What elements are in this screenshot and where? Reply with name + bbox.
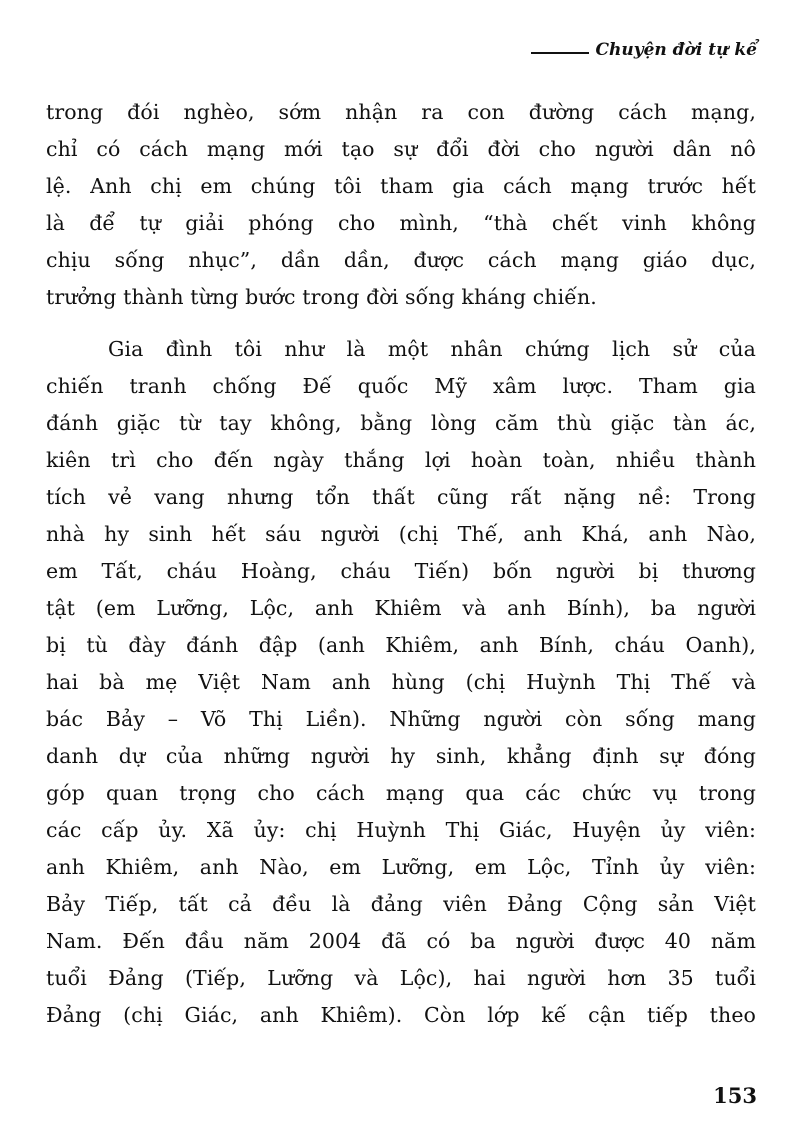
text-line: chiến tranh chống Đế quốc Mỹ xâm lược. Tham gia [46, 374, 756, 398]
text-line: các cấp ủy. Xã ủy: chị Huỳnh Thị Giác, Huyện ủy viên: [46, 818, 756, 842]
text-line: Bảy Tiếp, tất cả đều là đảng viên Đảng Cộng sản Việt [46, 892, 756, 916]
text-line: chỉ có cách mạng mới tạo sự đổi đời cho người dân nô [46, 137, 756, 161]
text-line: là để tự giải phóng cho mình, “thà chết vinh không [46, 211, 756, 235]
header-rule [531, 52, 589, 54]
text-line: anh Khiêm, anh Nào, em Lưỡng, em Lộc, Tỉnh ủy viên: [46, 855, 756, 879]
text-line: đánh giặc từ tay không, bằng lòng căm thù giặc tàn ác, [46, 411, 756, 435]
running-header [531, 40, 757, 60]
text-line: Đảng (chị Giác, anh Khiêm). Còn lớp kế cận tiếp theo [46, 1003, 756, 1027]
text-line: chịu sống nhục”, dần dần, được cách mạng giáo dục, [46, 248, 756, 272]
text-line: tích vẻ vang nhưng tổn thất cũng rất nặng nề: Trong [46, 485, 756, 509]
running-header-title: Chuyện đời tự kể [595, 40, 757, 60]
paragraph-1 [46, 94, 756, 316]
text-line: hai bà mẹ Việt Nam anh hùng (chị Huỳnh Thị Thế và [46, 670, 756, 694]
text-line: nhà hy sinh hết sáu người (chị Thế, anh Khá, anh Nào, [46, 522, 756, 546]
text-line: tật (em Lưỡng, Lộc, anh Khiêm và anh Bính), ba người [46, 596, 756, 620]
body-text [46, 94, 756, 1034]
text-line: Gia đình tôi như là một nhân chứng lịch sử của [108, 337, 756, 361]
text-line: tuổi Đảng (Tiếp, Lưỡng và Lộc), hai người hơn 35 tuổi [46, 966, 756, 990]
text-line: danh dự của những người hy sinh, khẳng định sự đóng [46, 744, 756, 768]
text-line: kiên trì cho đến ngày thắng lợi hoàn toàn, nhiều thành [46, 448, 756, 472]
text-line: bị tù đày đánh đập (anh Khiêm, anh Bính, cháu Oanh), [46, 633, 756, 657]
page-number: 153 [713, 1083, 757, 1108]
text-line: trưởng thành từng bước trong đời sống kháng chiến. [46, 285, 597, 309]
paragraph-2 [46, 331, 756, 1034]
text-line: góp quan trọng cho cách mạng qua các chức vụ trong [46, 781, 756, 805]
text-line: Nam. Đến đầu năm 2004 đã có ba người được 40 năm [46, 929, 756, 953]
text-line: lệ. Anh chị em chúng tôi tham gia cách mạng trước hết [46, 174, 756, 198]
text-line: trong đói nghèo, sớm nhận ra con đường cách mạng, [46, 100, 756, 124]
text-line: bác Bảy – Võ Thị Liền). Những người còn sống mang [46, 707, 756, 731]
text-line: em Tất, cháu Hoàng, cháu Tiến) bốn người bị thương [46, 559, 756, 583]
